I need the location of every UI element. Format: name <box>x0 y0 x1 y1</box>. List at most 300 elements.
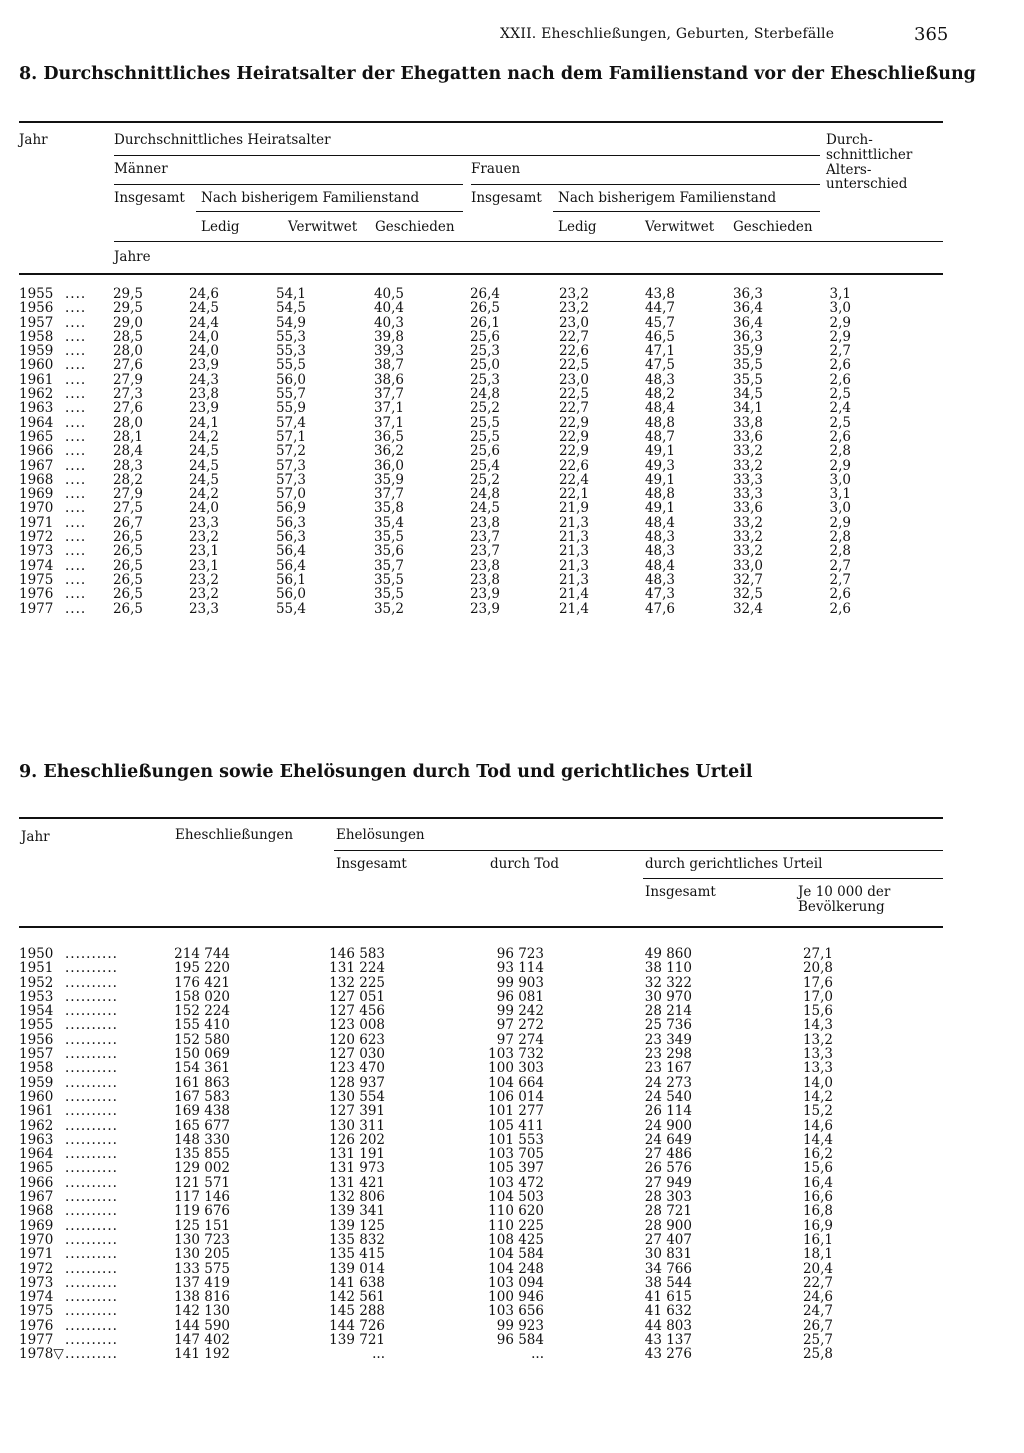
table-cell: 22,6 <box>558 343 589 360</box>
table-cell: 96 723 <box>496 946 544 962</box>
table-cell: 32 322 <box>644 974 692 991</box>
table-cell: 2,9 <box>829 457 851 474</box>
table-cell: 48,8 <box>644 414 675 431</box>
table-row <box>19 947 939 961</box>
table-cell: 22,7 <box>558 328 589 345</box>
table-cell: 2,9 <box>829 514 851 531</box>
table-cell: 54,9 <box>275 314 306 331</box>
table-cell: 41 632 <box>644 1303 692 1320</box>
leader-dots: .... <box>65 371 87 388</box>
table-cell: 21,3 <box>558 529 589 546</box>
leader-dots: .... <box>65 428 87 445</box>
leader-dots: .......... <box>65 1246 118 1263</box>
table-cell: 127 051 <box>329 988 385 1005</box>
table-cell: 36,4 <box>732 300 763 317</box>
table-cell: 36,4 <box>732 314 763 331</box>
table-cell: 40,5 <box>373 286 404 302</box>
row-year: 1953 <box>19 988 54 1005</box>
table-cell: 24,7 <box>802 1303 833 1320</box>
table-cell: 120 623 <box>329 1031 385 1048</box>
table-cell: 195 220 <box>174 960 230 977</box>
row-year: 1957 <box>19 1046 54 1063</box>
table-row <box>19 1319 939 1333</box>
table-cell: 33,6 <box>732 428 763 445</box>
table-cell: 27,6 <box>112 357 143 374</box>
leader-dots: .......... <box>65 1217 118 1234</box>
table-cell: 119 676 <box>174 1203 230 1220</box>
table-row <box>19 330 939 344</box>
table-cell: 142 561 <box>329 1289 385 1306</box>
table-cell: 35,5 <box>373 586 404 603</box>
leader-dots: .... <box>65 586 87 603</box>
table9-header-total: Insgesamt <box>336 856 407 872</box>
leader-dots: .......... <box>65 1146 118 1163</box>
table-cell: 35,2 <box>373 600 404 617</box>
row-year: 1962 <box>19 1117 54 1134</box>
leader-dots: .... <box>65 486 87 503</box>
table-cell: 23,1 <box>188 543 219 560</box>
leader-dots: .......... <box>65 1060 118 1077</box>
table-cell: 35,7 <box>373 557 404 574</box>
table-cell: 48,4 <box>644 514 675 531</box>
table-cell: 24,0 <box>188 500 219 517</box>
table9-header-bottom-rule <box>19 926 943 928</box>
row-year: 1967 <box>19 1189 54 1206</box>
table-cell: 104 503 <box>488 1189 544 1206</box>
table-cell: 38,6 <box>373 371 404 388</box>
table-cell: 22,9 <box>558 428 589 445</box>
table-cell: 146 583 <box>329 946 385 962</box>
table-cell: 33,0 <box>732 557 763 574</box>
table-cell: 167 583 <box>174 1088 230 1105</box>
row-year: 1978▽ <box>19 1346 64 1363</box>
table-cell: 27,6 <box>112 400 143 417</box>
row-year: 1968 <box>19 1203 54 1220</box>
table-cell: 24 900 <box>644 1117 692 1134</box>
table-cell: 139 341 <box>329 1203 385 1220</box>
leader-dots: .......... <box>65 960 118 977</box>
table-cell: 2,6 <box>829 357 851 374</box>
table-cell: 24,4 <box>188 314 219 331</box>
table-cell: 3,1 <box>829 286 851 302</box>
table-cell: 123 470 <box>329 1060 385 1077</box>
table-row <box>19 1190 939 1204</box>
table-cell: 20,4 <box>802 1260 833 1277</box>
table-cell: 27,9 <box>112 371 143 388</box>
row-year: 1976 <box>19 586 54 603</box>
table-cell: 57,3 <box>275 471 306 488</box>
leader-dots: .......... <box>65 1189 118 1206</box>
table8-header-prev-status-f: Nach bisherigem Familienstand <box>558 190 777 206</box>
table-row <box>19 1347 939 1361</box>
table-cell: 26,5 <box>112 600 143 617</box>
table-row <box>19 373 939 387</box>
leader-dots: .......... <box>65 1174 118 1191</box>
table8-rule-unit <box>114 241 943 242</box>
table-cell: 16,2 <box>802 1146 833 1163</box>
table-cell: 2,6 <box>829 428 851 445</box>
table-cell: 44 803 <box>644 1317 692 1334</box>
table-cell: 40,4 <box>373 300 404 317</box>
table-cell: 21,3 <box>558 571 589 588</box>
leader-dots: .... <box>65 600 87 617</box>
row-year: 1973 <box>19 1274 54 1291</box>
row-year: 1955 <box>19 1017 54 1034</box>
table9-header-court-total: Insgesamt <box>645 884 716 900</box>
table-cell: 25,8 <box>802 1346 833 1363</box>
table-cell: 3,0 <box>829 300 851 317</box>
table-cell: 15,2 <box>802 1103 833 1120</box>
table-cell: 145 288 <box>329 1303 385 1320</box>
leader-dots: .......... <box>65 1160 118 1177</box>
table-cell: 139 014 <box>329 1260 385 1277</box>
table-cell: 23,8 <box>469 571 500 588</box>
table-cell: 24,3 <box>188 371 219 388</box>
table-cell: 48,7 <box>644 428 675 445</box>
table-cell: 27,1 <box>802 946 833 962</box>
table-cell: 103 705 <box>488 1146 544 1163</box>
table8-header-diff-2: schnittlicher <box>826 147 913 163</box>
row-year: 1966 <box>19 1174 54 1191</box>
row-year: 1977 <box>19 1332 54 1349</box>
table-cell: 26,4 <box>469 286 500 302</box>
table-cell: 132 806 <box>329 1189 385 1206</box>
table9-body <box>19 947 939 1362</box>
leader-dots: .......... <box>65 1088 118 1105</box>
table-cell: 2,9 <box>829 314 851 331</box>
table-row <box>19 316 939 330</box>
leader-dots: .......... <box>65 1074 118 1091</box>
table8-rule-prev-f <box>553 211 820 212</box>
table-cell: 38,7 <box>373 357 404 374</box>
table-row <box>19 1247 939 1261</box>
table-cell: 35,6 <box>373 543 404 560</box>
leader-dots: .... <box>65 300 87 317</box>
table-cell: 105 411 <box>488 1117 544 1134</box>
table-cell: 17,0 <box>802 988 833 1005</box>
table-cell: 56,9 <box>275 500 306 517</box>
table-row <box>19 1176 939 1190</box>
table-cell: 49,1 <box>644 471 675 488</box>
table-row <box>19 358 939 372</box>
table-cell: 56,0 <box>275 586 306 603</box>
table-cell: 110 620 <box>488 1203 544 1220</box>
table-row <box>19 990 939 1004</box>
table-cell: 32,5 <box>732 586 763 603</box>
table-cell: 47,5 <box>644 357 675 374</box>
leader-dots: .......... <box>65 1317 118 1334</box>
table-cell: 141 192 <box>174 1346 230 1363</box>
row-year: 1964 <box>19 1146 54 1163</box>
table-cell: 23,2 <box>188 586 219 603</box>
table-cell: 97 274 <box>496 1031 544 1048</box>
table-cell: 20,8 <box>802 960 833 977</box>
table-cell: 2,9 <box>829 328 851 345</box>
table-cell: 56,3 <box>275 529 306 546</box>
table-cell: 93 114 <box>496 960 544 977</box>
table-cell: 21,3 <box>558 557 589 574</box>
table-cell: 33,6 <box>732 500 763 517</box>
table-cell: 34 766 <box>644 1260 692 1277</box>
row-year: 1971 <box>19 514 54 531</box>
table-cell: 25,7 <box>802 1332 833 1349</box>
leader-dots: .......... <box>65 1303 118 1320</box>
leader-dots: .......... <box>65 1117 118 1134</box>
table-row <box>19 1133 939 1147</box>
table-cell: 15,6 <box>802 1003 833 1020</box>
table-cell: 30 970 <box>644 988 692 1005</box>
leader-dots: .... <box>65 543 87 560</box>
table8-rule-men <box>114 184 463 185</box>
table8-header-widowed-f: Verwitwet <box>645 219 715 235</box>
row-year: 1954 <box>19 1003 54 1020</box>
running-title: XXII. Eheschließungen, Geburten, Sterbefälle <box>500 26 835 42</box>
table-cell: 37,7 <box>373 386 404 403</box>
table-cell: 103 656 <box>488 1303 544 1320</box>
table-cell: 131 973 <box>329 1160 385 1177</box>
table-cell: 56,3 <box>275 514 306 531</box>
table-row <box>19 1033 939 1047</box>
table-cell: 25,6 <box>469 328 500 345</box>
table-cell: 26,5 <box>112 529 143 546</box>
table9-header-by-death: durch Tod <box>490 856 560 872</box>
table-cell: 2,5 <box>829 414 851 431</box>
row-year: 1969 <box>19 1217 54 1234</box>
leader-dots: .... <box>65 443 87 460</box>
leader-dots: .......... <box>65 1274 118 1291</box>
leader-dots: .... <box>65 400 87 417</box>
table-cell: 55,9 <box>275 400 306 417</box>
table-cell: 18,1 <box>802 1246 833 1263</box>
leader-dots: .......... <box>65 1003 118 1020</box>
leader-dots: .... <box>65 457 87 474</box>
table-cell: 24,0 <box>188 328 219 345</box>
table-cell: 35,5 <box>373 571 404 588</box>
table-cell: 101 553 <box>488 1131 544 1148</box>
row-year: 1959 <box>19 1074 54 1091</box>
table-row <box>19 1147 939 1161</box>
table-cell: 45,7 <box>644 314 675 331</box>
table-cell: 35,9 <box>732 343 763 360</box>
row-year: 1974 <box>19 557 54 574</box>
table-cell: 24,2 <box>188 428 219 445</box>
table-cell: 14,3 <box>802 1017 833 1034</box>
table-cell: 139 125 <box>329 1217 385 1234</box>
table-cell: 26,5 <box>112 543 143 560</box>
table-cell: 40,3 <box>373 314 404 331</box>
row-year: 1955 <box>19 286 54 302</box>
table-cell: 127 391 <box>329 1103 385 1120</box>
table9-top-rule <box>19 817 943 819</box>
table-cell: 127 030 <box>329 1046 385 1063</box>
table8-header-diff-1: Durch- <box>826 132 873 148</box>
table-cell: 16,6 <box>802 1189 833 1206</box>
table-cell: 56,4 <box>275 543 306 560</box>
table-cell: 46,5 <box>644 328 675 345</box>
table9-rule-court <box>643 878 943 879</box>
table-cell: 26,7 <box>802 1317 833 1334</box>
table-cell: 103 094 <box>488 1274 544 1291</box>
table8-header-unit: Jahre <box>114 249 151 265</box>
table-cell: 23 167 <box>644 1060 692 1077</box>
table-cell: 26,5 <box>112 571 143 588</box>
row-year: 1975 <box>19 1303 54 1320</box>
table-cell: 100 946 <box>488 1289 544 1306</box>
table-cell: 21,3 <box>558 514 589 531</box>
table-cell: 33,2 <box>732 529 763 546</box>
table-row <box>19 416 939 430</box>
leader-dots: .... <box>65 314 87 331</box>
table-cell: 3,0 <box>829 500 851 517</box>
table-cell: 24 273 <box>644 1074 692 1091</box>
table-cell: 135 415 <box>329 1246 385 1263</box>
table-cell: 16,1 <box>802 1231 833 1248</box>
table-cell: 127 456 <box>329 1003 385 1020</box>
table-row <box>19 1262 939 1276</box>
table-row <box>19 559 939 573</box>
table9-header-per-10000-2: Bevölkerung <box>798 899 885 915</box>
table-cell: 33,2 <box>732 543 763 560</box>
row-year: 1963 <box>19 1131 54 1148</box>
leader-dots: .... <box>65 343 87 360</box>
table-cell: 30 831 <box>644 1246 692 1263</box>
table-cell: 26,7 <box>112 514 143 531</box>
table-cell: 130 723 <box>174 1231 230 1248</box>
row-year: 1975 <box>19 571 54 588</box>
leader-dots: .......... <box>65 946 118 962</box>
table-cell: 57,4 <box>275 414 306 431</box>
table-cell: 35,8 <box>373 500 404 517</box>
table-cell: 24 540 <box>644 1088 692 1105</box>
table-cell: 144 590 <box>174 1317 230 1334</box>
table-cell: 139 721 <box>329 1332 385 1349</box>
row-year: 1956 <box>19 1031 54 1048</box>
table-cell: 49,1 <box>644 500 675 517</box>
table-cell: 34,5 <box>732 386 763 403</box>
table-cell: 2,6 <box>829 586 851 603</box>
table-row <box>19 1276 939 1290</box>
table-cell: 25,6 <box>469 443 500 460</box>
table-cell: 138 816 <box>174 1289 230 1306</box>
table-cell: 25,5 <box>469 428 500 445</box>
table-cell: 26 114 <box>644 1103 692 1120</box>
table-cell: 25,2 <box>469 471 500 488</box>
table-cell: 21,3 <box>558 543 589 560</box>
table8-rule-avg <box>114 155 820 156</box>
table-cell: 105 397 <box>488 1160 544 1177</box>
table-row <box>19 444 939 458</box>
table-row <box>19 1090 939 1104</box>
table-cell: ... <box>372 1346 385 1363</box>
table-cell: 25,5 <box>469 414 500 431</box>
leader-dots: .......... <box>65 1260 118 1277</box>
table-cell: 21,9 <box>558 500 589 517</box>
table-cell: 36,3 <box>732 286 763 302</box>
table9-header-marriages: Eheschließungen <box>175 827 294 843</box>
table-cell: 103 732 <box>488 1046 544 1063</box>
table-cell: 100 303 <box>488 1060 544 1077</box>
table-cell: 28,1 <box>112 428 143 445</box>
row-year: 1972 <box>19 529 54 546</box>
row-year: 1959 <box>19 343 54 360</box>
row-year: 1973 <box>19 543 54 560</box>
table-cell: 214 744 <box>174 946 230 962</box>
table-cell: 35,5 <box>732 371 763 388</box>
table-cell: 142 130 <box>174 1303 230 1320</box>
leader-dots: .......... <box>65 1103 118 1120</box>
table-cell: 26,5 <box>469 300 500 317</box>
table-cell: 141 638 <box>329 1274 385 1291</box>
table-cell: 37,7 <box>373 486 404 503</box>
table-cell: 26 576 <box>644 1160 692 1177</box>
table8-header-total-m: Insgesamt <box>114 190 185 206</box>
table-row <box>19 430 939 444</box>
table8-top-rule <box>19 121 943 123</box>
leader-dots: .......... <box>65 1046 118 1063</box>
table-cell: 23,7 <box>469 543 500 560</box>
table-cell: 130 311 <box>329 1117 385 1134</box>
table9-header-jahr: Jahr <box>21 829 50 845</box>
table-cell: 2,6 <box>829 371 851 388</box>
table-cell: 176 421 <box>174 974 230 991</box>
table-cell: 35,9 <box>373 471 404 488</box>
table-cell: 55,5 <box>275 357 306 374</box>
table8-header-prev-status-m: Nach bisherigem Familienstand <box>201 190 420 206</box>
table-cell: 23,9 <box>469 600 500 617</box>
leader-dots: .......... <box>65 1131 118 1148</box>
table-cell: 35,5 <box>373 529 404 546</box>
leader-dots: .......... <box>65 1203 118 1220</box>
table-cell: 29,5 <box>112 286 143 302</box>
table-cell: 23,1 <box>188 557 219 574</box>
table-row <box>19 1233 939 1247</box>
row-year: 1961 <box>19 1103 54 1120</box>
table-cell: 28 721 <box>644 1203 692 1220</box>
table-cell: 22,7 <box>558 400 589 417</box>
row-year: 1957 <box>19 314 54 331</box>
table-row <box>19 1076 939 1090</box>
table-cell: 23,3 <box>188 600 219 617</box>
table-cell: 22,4 <box>558 471 589 488</box>
table-cell: 56,4 <box>275 557 306 574</box>
table-cell: 2,4 <box>829 400 851 417</box>
table-cell: 104 248 <box>488 1260 544 1277</box>
leader-dots: .... <box>65 471 87 488</box>
table-cell: 41 615 <box>644 1289 692 1306</box>
table-cell: 137 419 <box>174 1274 230 1291</box>
table-cell: 133 575 <box>174 1260 230 1277</box>
table-cell: 43 276 <box>644 1346 692 1363</box>
row-year: 1958 <box>19 1060 54 1077</box>
table-cell: 26,5 <box>112 557 143 574</box>
table9-title: 9. Eheschließungen sowie Ehelösungen durch Tod und gerichtliches Urteil <box>19 762 753 782</box>
table-cell: 2,6 <box>829 600 851 617</box>
table-cell: 24,5 <box>188 443 219 460</box>
table-cell: 56,1 <box>275 571 306 588</box>
table-cell: 37,1 <box>373 414 404 431</box>
table-row <box>19 1004 939 1018</box>
table8-header-diff-3: Alters- <box>826 162 872 178</box>
table-cell: 131 191 <box>329 1146 385 1163</box>
leader-dots: .......... <box>65 988 118 1005</box>
table-cell: 165 677 <box>174 1117 230 1134</box>
table-cell: 148 330 <box>174 1131 230 1148</box>
table-cell: 33,3 <box>732 471 763 488</box>
table-row <box>19 1219 939 1233</box>
row-year: 1965 <box>19 1160 54 1177</box>
table-row <box>19 1290 939 1304</box>
table-row <box>19 587 939 601</box>
